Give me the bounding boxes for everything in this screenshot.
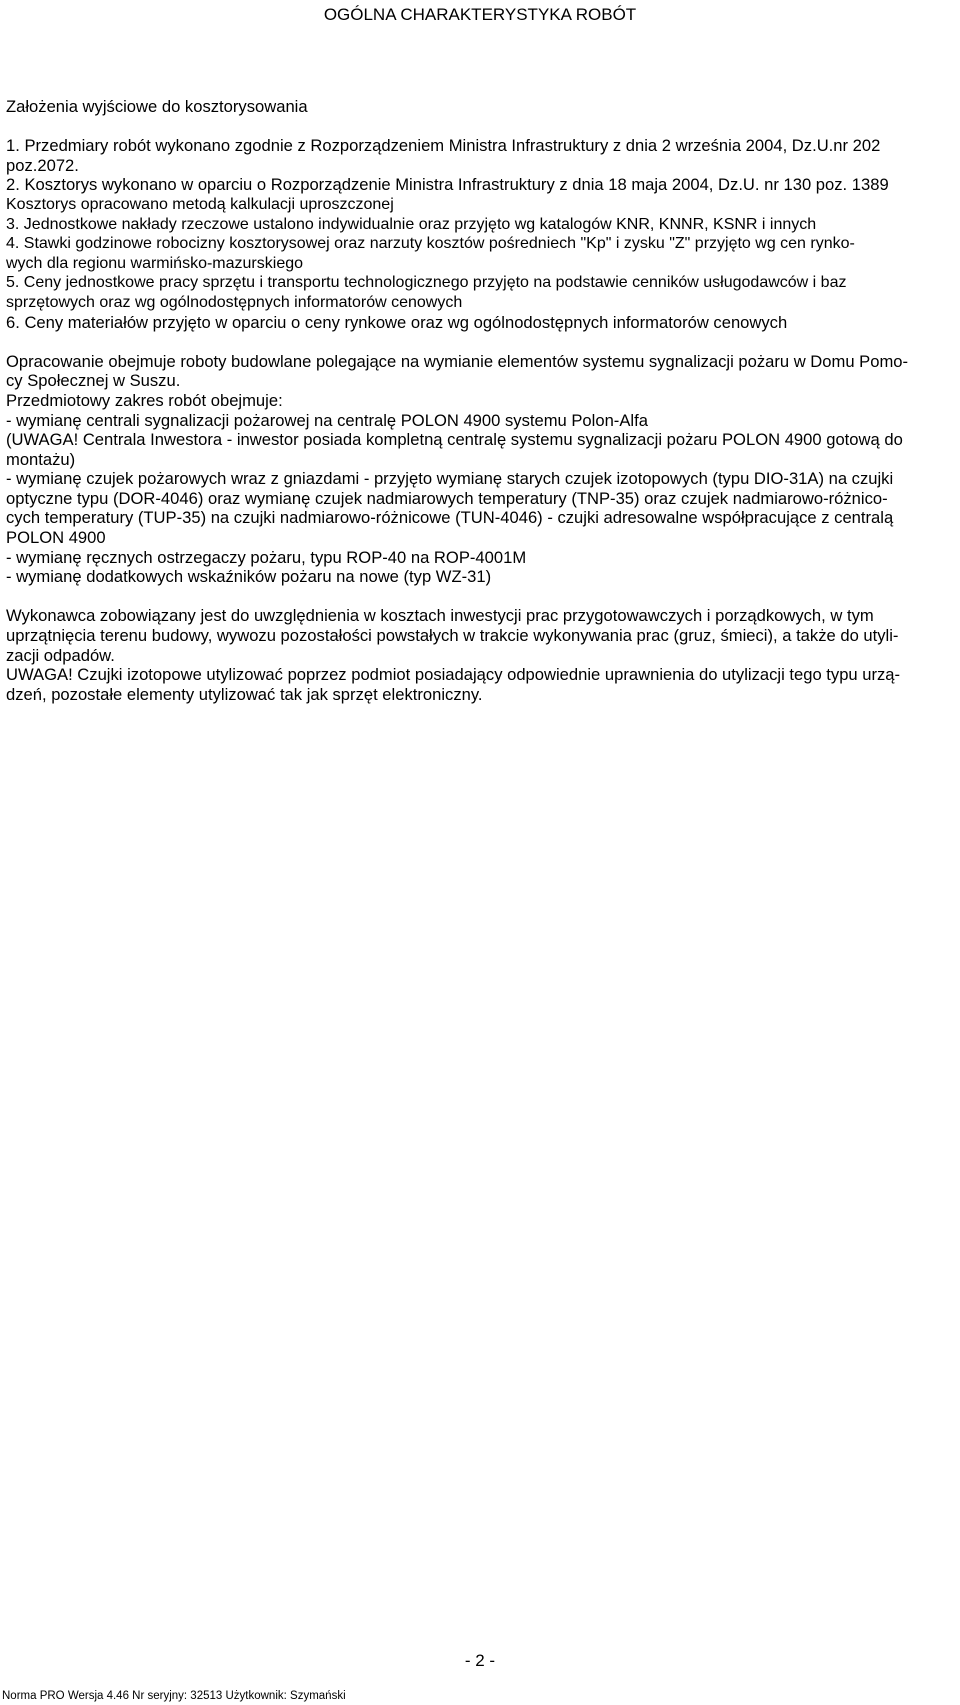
contractor-line: zacji odpadów. xyxy=(6,645,115,665)
scope-line: - wymianę centrali sygnalizacji pożarowej na centralę POLON 4900 systemu Polon-Alfa xyxy=(6,410,648,430)
spacer xyxy=(6,587,952,607)
spacer xyxy=(6,117,952,137)
assumption-3-line-1: 3. Jednostkowe nakłady rzeczowe ustalono indywidualnie oraz przyjęto wg katalogów KNR, KNNR, KSNR i innych xyxy=(6,215,817,233)
assumption-5-line-1: 5. Ceny jednostkowe pracy sprzętu i transportu technologicznego przyjęto na podstawie cenników usługodawców i baz xyxy=(6,274,847,292)
scope-section xyxy=(6,352,952,587)
assumption-4-line-1: 4. Stawki godzinowe robocizny kosztorysowej oraz narzuty kosztów pośredniech "Kp" i zysku "Z" przyjęto wg cen rynko- xyxy=(6,235,855,253)
scope-line: (UWAGA! Centrala Inwestora - inwestor posiada kompletną centralę systemu sygnalizacji pożaru POLON 4900 gotową do xyxy=(6,430,903,450)
scope-line: - wymianę dodatkowych wskaźników pożaru na nowe (typ WZ-31) xyxy=(6,567,492,587)
contractor-section xyxy=(6,606,952,704)
scope-line: montażu) xyxy=(6,449,76,469)
contractor-line: UWAGA! Czujki izotopowe utylizować poprzez podmiot posiadający odpowiednie uprawnienia do utylizacji tego typu urzą- xyxy=(6,665,901,685)
page-header-title: OGÓLNA CHARAKTERYSTYKA ROBÓT xyxy=(323,5,637,24)
assumption-1-line-1: 1. Przedmiary robót wykonano zgodnie z Rozporządzeniem Ministra Infrastruktury z dnia 2 września 2004, Dz.U.nr 202 xyxy=(6,136,881,156)
scope-line: optyczne typu (DOR-4046) oraz wymianę czujek nadmiarowych temperatury (TNP-35) oraz czujek nadmiarowo-różnico- xyxy=(6,488,888,508)
scope-line: - wymianę czujek pożarowych wraz z gniazdami - przyjęto wymianę starych czujek izotopowych (typu DIO-31A) na czujki xyxy=(6,469,894,489)
contractor-line: dzeń, pozostałe elementy utylizować tak jak sprzęt elektroniczny. xyxy=(6,684,483,704)
assumptions-list xyxy=(6,136,952,332)
contractor-line: uprzątnięcia terenu budowy, wywozu pozostałości powstałych w trakcie wykonywania prac (gruz, śmieci), a także do utyli- xyxy=(6,626,899,646)
assumption-4-line-2: wych dla regionu warmińsko-mazurskiego xyxy=(6,254,304,272)
intro-heading: Założenia wyjściowe do kosztorysowania xyxy=(6,97,308,116)
spacer xyxy=(6,332,952,352)
assumption-2-line-2: Kosztorys opracowano metodą kalkulacji uproszczonej xyxy=(6,195,394,213)
scope-line: cy Społecznej w Suszu. xyxy=(6,371,181,391)
document-body xyxy=(6,97,952,704)
scope-line: cych temperatury (TUP-35) na czujki nadmiarowo-różnicowe (TUN-4046) - czujki adresowalne współpracujące z centralą xyxy=(6,508,894,528)
assumption-2-line-1: 2. Kosztorys wykonano w oparciu o Rozporządzenie Ministra Infrastruktury z dnia 18 maja 2004, Dz.U. nr 130 poz. 1389 xyxy=(6,175,889,195)
scope-line: Przedmiotowy zakres robót obejmuje: xyxy=(6,390,283,410)
footer-software-info: Norma PRO Wersja 4.46 Nr seryjny: 32513 Użytkownik: Szymański xyxy=(2,1690,346,1702)
scope-line: - wymianę ręcznych ostrzegaczy pożaru, typu ROP-40 na ROP-4001M xyxy=(6,547,527,567)
assumption-6-line-1: 6. Ceny materiałów przyjęto w oparciu o ceny rynkowe oraz wg ogólnodostępnych informatorów cenowych xyxy=(6,312,788,332)
scope-line: Opracowanie obejmuje roboty budowlane polegające na wymianie elementów systemu sygnalizacji pożaru w Domu Pomo- xyxy=(6,351,909,371)
assumption-5-line-2: sprzętowych oraz wg ogólnodostępnych informatorów cenowych xyxy=(6,293,463,311)
assumption-1-line-2: poz.2072. xyxy=(6,155,79,175)
page-number: - 2 - xyxy=(464,1651,496,1670)
contractor-line: Wykonawca zobowiązany jest do uwzględnienia w kosztach inwestycji prac przygotowawczych i porządkowych, w tym xyxy=(6,606,874,626)
scope-line: POLON 4900 xyxy=(6,528,106,548)
